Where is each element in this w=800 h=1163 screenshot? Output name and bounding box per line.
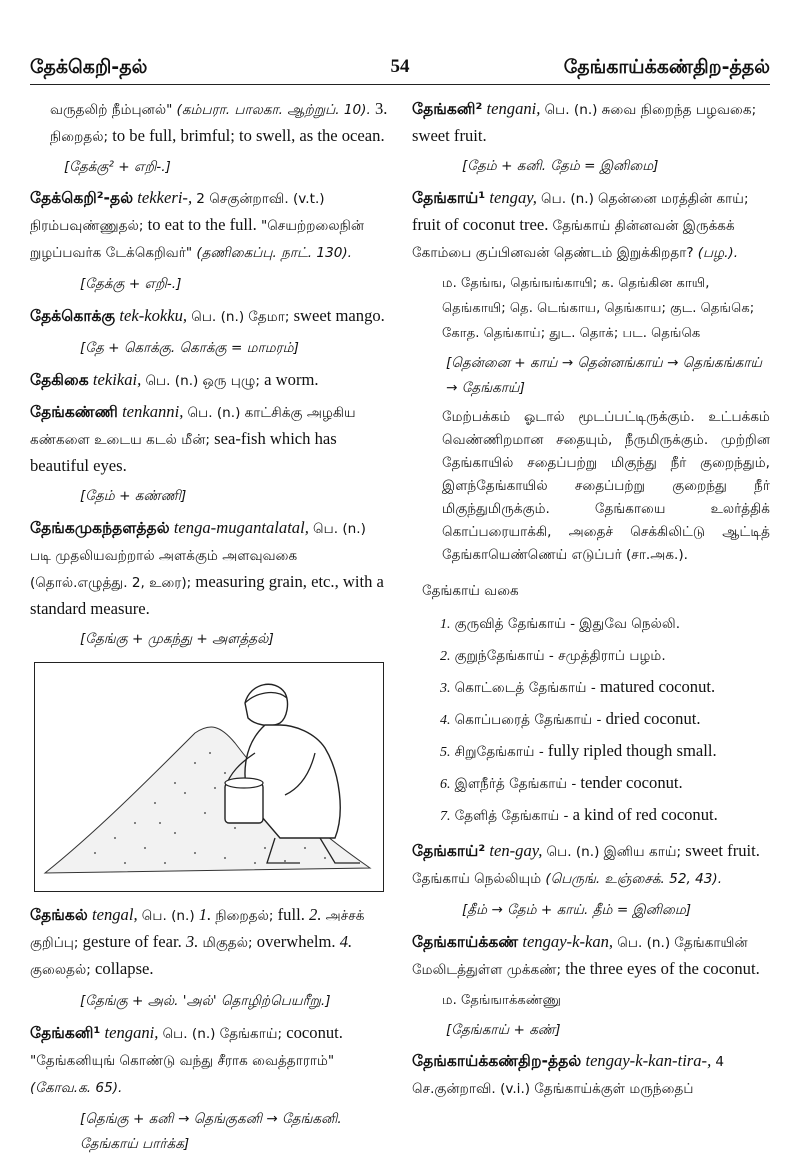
english-definition: measuring grain, etc., with a standard measure.: [30, 572, 384, 618]
tamil-definition: தேங்காய்;: [219, 1026, 283, 1042]
transliteration: tek-kokku,: [119, 306, 188, 325]
tamil-definition: தேங்காய்க்குள் மருந்தைப்: [534, 1081, 694, 1097]
entry-tenkanni: [30, 399, 390, 478]
tamil-definition: மிகுதல்;: [202, 935, 253, 951]
headword: தேங்கல்: [30, 906, 88, 924]
cognates: ம. தேங்ஙாக்கண்ணு: [442, 993, 562, 1008]
etymology: [தேங்கு + அல். 'அல்' தொழிற்பெயரீறு.]: [80, 993, 331, 1009]
word-class: பெ. (n.): [145, 373, 199, 389]
entry-tekkokku: [30, 303, 390, 330]
headword: தேக்கெறி²-தல்: [30, 189, 134, 207]
list-item: 2. குறுந்தேங்காய் - சமுத்திராப் பழம்.: [440, 648, 666, 664]
transliteration: tengay-k-kan,: [522, 932, 614, 951]
word-class: பெ. (n.): [546, 844, 600, 860]
tamil-definition: நிறைதல்;: [50, 129, 109, 145]
transliteration: tekkeri-,: [137, 188, 193, 207]
english-definition: to be full, brimful; to swell, as the ocean.: [112, 126, 385, 145]
quote-text: "தேங்கனியுங் கொண்டு வந்து சீராக வைத்தாராம்": [30, 1053, 335, 1069]
entry-tengani-2: [412, 96, 770, 148]
word-class: பெ. (n.): [544, 102, 598, 118]
transliteration: tekikai,: [92, 370, 142, 389]
tamil-definition: படி முதலியவற்றால் அளக்கும் அளவுவகை: [30, 548, 298, 564]
encyclopedic-note: மேற்பக்கம் ஓடால் மூடப்பட்டிருக்கும். உட்பக்கம் வெண்ணிறமான சதையும், நீருமிருக்கும். முற்றின தேங்காயில் சதைப்பற்று மிகுந்து நீர் குறைந்தும், இளந்தேங்காயில் சதைப்பற்று குறைந்து நீர் மிகுந்துமிருக்கும். தேங்காயை உலர்த்திக் கொப்பரையாக்கி, அதைச் செக்கிலிட்டு ஆட்டித் தேங்காயெண்ணெய் எடுப்பர் (சா.அக.).: [442, 409, 770, 563]
list-item: 7. தேளித் தேங்காய் - a kind of red coconut.: [440, 805, 718, 824]
list-item: 3. கொட்டைத் தேங்காய் - matured coconut.: [440, 677, 716, 696]
tamil-definition: குலைதல்;: [30, 962, 91, 978]
sense-number: 2.: [309, 905, 322, 924]
headword: தேங்கனி²: [412, 100, 483, 118]
etymology: [தேம் + கண்ணி]: [80, 488, 187, 504]
etymology: [தேங்காய் + கண்]: [446, 1022, 561, 1038]
quote-text: "செயற்றலைநின் றுழப்பவர்க டேக்கெறிவர்": [30, 218, 365, 261]
headword: தேக்கொக்கு: [30, 307, 116, 325]
list-item: 4. கொப்பரைத் தேங்காய் - dried coconut.: [440, 709, 701, 728]
english-definition: sea-fish which has beautiful eyes.: [30, 429, 337, 475]
sense-number: 3.: [185, 932, 199, 951]
sense-number: 3.: [374, 99, 388, 118]
source-citation: (கோவ.க. 65).: [30, 1080, 123, 1096]
word-class: பெ. (n.): [541, 191, 594, 207]
headword: தேங்கனி¹: [30, 1024, 101, 1042]
english-definition: collapse.: [95, 959, 154, 978]
entry-tengay-k-kan: [412, 929, 770, 983]
list-item: 5. சிறுதேங்காய் - fully ripled though small.: [440, 741, 717, 760]
entry-tekikai: [30, 367, 390, 394]
quote-text: வருதலிற் நீம்புனல்": [50, 102, 173, 118]
english-definition: full.: [277, 905, 305, 924]
list-item: 1. குருவித் தேங்காய் - இதுவே நெல்லி.: [440, 616, 681, 632]
word-class: 4 செ.குன்றாவி. (v.i.): [412, 1054, 725, 1097]
english-definition: fruit of coconut tree.: [412, 215, 549, 234]
word-class: பெ. (n.): [162, 1026, 216, 1042]
cognates: ம. தேங்ங, தெங்ஙங்காயி; க. தெங்கின காயி, தெங்காயி; தெ. டெங்காய, தெங்காய; குட. தெங்கெ; கோத. தெங்காய்; துட. தொக்; பட. தெங்கெ: [442, 276, 755, 341]
tamil-definition: தென்னை மரத்தின் காய்;: [598, 191, 749, 207]
headword: தேங்காய்க்கண்திற-த்தல்: [412, 1052, 582, 1070]
word-class: பெ. (n.): [617, 935, 671, 951]
tamil-definition: தேங்காயின் மேலிடத்துள்ள முக்கண்;: [412, 935, 748, 978]
english-definition: overwhelm.: [256, 932, 336, 951]
english-definition: sweet fruit.: [412, 126, 487, 145]
entry-tengay-k-kan-tira: [412, 1048, 770, 1102]
source-citation: (தணிகைப்பு. நாட். 130).: [196, 245, 352, 261]
page-header: [30, 50, 770, 85]
etymology: [தேக்கு + எறி-.]: [80, 276, 182, 292]
headword: தேங்காய்க்கண்: [412, 933, 519, 951]
transliteration: ten-gay,: [489, 841, 543, 860]
entry-tenga-mugantalatal: [30, 515, 390, 621]
etymology: [தே + கொக்கு. கொக்கு = மாமரம்]: [80, 340, 299, 356]
list-item: 6. இளநீர்த் தேங்காய் - tender coconut.: [440, 773, 683, 792]
source-citation: (தொல்.எழுத்து. 2, உரை);: [30, 575, 192, 591]
tamil-definition: சுவை நிறைந்த பழவகை;: [601, 102, 757, 118]
tamil-definition: நிறைதல்;: [215, 908, 274, 924]
transliteration: tengay-k-kan-tira-,: [585, 1051, 712, 1070]
etymology: [தென்னை + காய் → தென்னங்காய் → தெங்கங்காய் → தேங்காய்]: [446, 355, 763, 396]
headword: தேங்காய்¹: [412, 189, 486, 207]
word-class: பெ. (n.): [191, 309, 245, 325]
english-definition: sweet fruit.: [685, 841, 760, 860]
word-class: 2 செகுன்றாவி. (v.t.): [196, 191, 325, 207]
source-citation: (பெருங். உஞ்சைக். 52, 43).: [545, 871, 723, 887]
right-column: [412, 96, 770, 1102]
transliteration: tenga-mugantalatal,: [173, 518, 309, 537]
header-left-guide-word: தேக்கெறி-தல்: [30, 56, 148, 78]
tamil-definition: இனிய காய்;: [603, 844, 682, 860]
quote-text: தேங்காய் நெல்லியும்: [412, 871, 542, 887]
english-definition: gesture of fear.: [82, 932, 182, 951]
header-right-guide-word: தேங்காய்க்கண்திற-த்தல்: [563, 56, 770, 78]
transliteration: tengay,: [489, 188, 537, 207]
page-number: 54: [390, 56, 410, 77]
etymology: [தேக்கு² + எறி-.]: [64, 159, 171, 175]
entry-continuation: [30, 96, 390, 150]
etymology: [தெங்கு + கனி → தெங்குகனி → தேங்கனி. தேங்காய் பார்க்க]: [80, 1111, 342, 1152]
transliteration: tengani,: [486, 99, 541, 118]
left-column: [30, 96, 390, 1163]
tamil-definition: அச்சக் குறிப்பு;: [30, 908, 365, 951]
source-citation: (பழ.).: [697, 245, 739, 261]
tamil-definition: காட்சிக்கு அழகிய கண்களை உடைய கடல் மீன்;: [30, 405, 356, 448]
source-citation: (கம்பரா. பாலகா. ஆற்றுப். 10).: [176, 102, 371, 118]
entry-tekkeri-2: [30, 185, 390, 266]
tamil-definition: ஒரு புழு;: [202, 373, 261, 389]
sense-number: 4.: [339, 932, 353, 951]
man-measuring-grain-drawing: [35, 663, 383, 891]
etymology: [தீம் → தேம் + காய். தீம் = இனிமை]: [462, 902, 692, 918]
english-definition: coconut.: [286, 1023, 343, 1042]
entry-tengay-1: [412, 185, 770, 266]
sense-number: 1.: [198, 905, 212, 924]
coconut-types-title: தேங்காய் வகை: [422, 583, 519, 599]
english-definition: sweet mango.: [293, 306, 385, 325]
headword: தேங்கமுகந்தளத்தல்: [30, 519, 170, 537]
word-class: பெ. (n.): [141, 908, 195, 924]
entry-tengay-2: [412, 838, 770, 892]
tamil-definition: நிரம்பவுண்ணுதல்;: [30, 218, 144, 234]
transliteration: tenkanni,: [122, 402, 184, 421]
coconut-types-list: [412, 608, 770, 832]
headword: தேங்கண்ணி: [30, 403, 118, 421]
english-definition: a worm.: [264, 370, 319, 389]
transliteration: tengani,: [104, 1023, 159, 1042]
etymology: [தேம் + கனி. தேம் = இனிமை]: [462, 158, 659, 174]
headword: தேகிகை: [30, 371, 89, 389]
english-definition: to eat to the full.: [147, 215, 257, 234]
entry-tengani-1: [30, 1020, 390, 1101]
proverb-text: தேங்காய் தின்னவன் இருக்கக் கோம்பை குப்பினவன் தெண்டம் இறுக்கிறதா?: [412, 218, 735, 261]
entry-tengal: [30, 902, 390, 983]
transliteration: tengal,: [91, 905, 138, 924]
word-class: பெ. (n.): [187, 405, 241, 421]
tamil-definition: தேமா;: [248, 309, 290, 325]
english-definition: the three eyes of the coconut.: [565, 959, 760, 978]
etymology: [தேங்கு + முகந்து + அளத்தல்]: [80, 631, 274, 647]
word-class: பெ. (n.): [313, 521, 366, 537]
headword: தேங்காய்²: [412, 842, 486, 860]
illustration-measuring-grain: [34, 662, 384, 892]
